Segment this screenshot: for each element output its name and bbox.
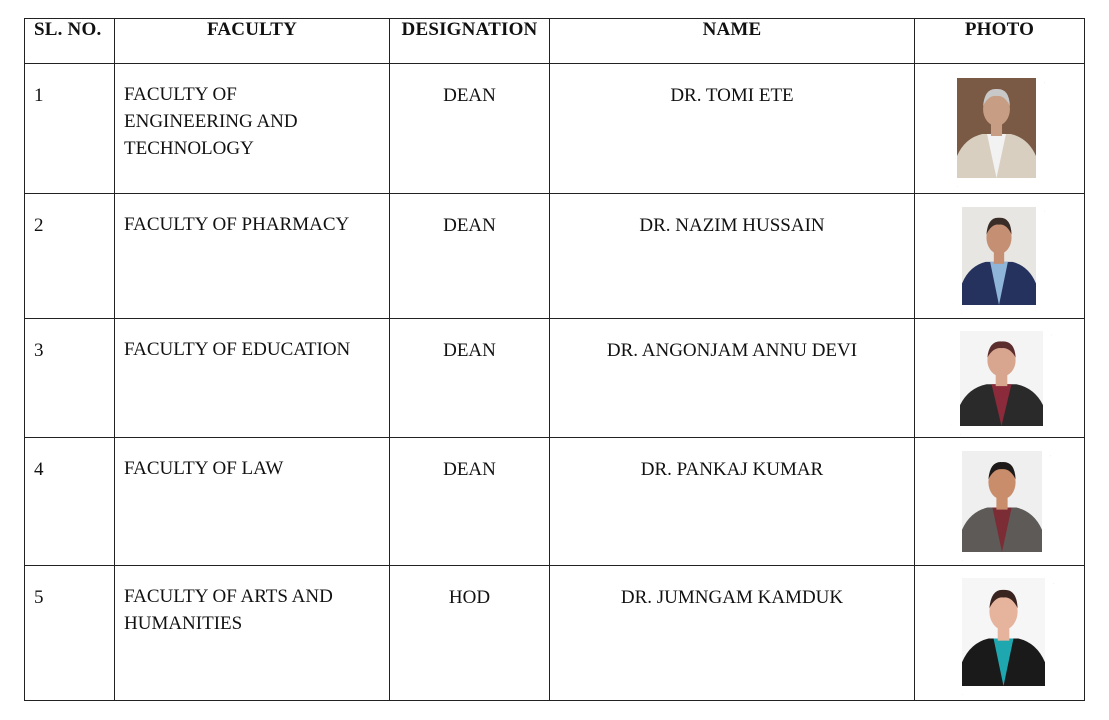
designation-cell: HOD — [390, 566, 550, 701]
header-sl-no: SL. NO. — [25, 19, 115, 64]
faculty-cell — [115, 319, 390, 438]
portrait-image — [957, 78, 1036, 178]
table-row — [25, 194, 1085, 319]
photo-cell — [915, 566, 1085, 701]
designation-cell: DEAN — [390, 194, 550, 319]
name-cell: DR. NAZIM HUSSAIN — [550, 194, 915, 319]
portrait-image — [960, 331, 1043, 426]
header-name: NAME — [550, 19, 915, 64]
person-photo-icon — [951, 322, 1052, 435]
name-cell: DR. PANKAJ KUMAR — [550, 438, 915, 566]
portrait-image — [962, 451, 1042, 552]
table-row — [25, 566, 1085, 701]
faculty-line: FACULTY OF PHARMACY — [124, 214, 350, 235]
faculty-line: FACULTY OF LAW — [124, 458, 284, 479]
sl-no-cell: 5 — [25, 566, 115, 701]
designation-cell: DEAN — [390, 319, 550, 438]
table-row — [25, 438, 1085, 566]
table-row — [25, 319, 1085, 438]
person-photo-icon — [953, 569, 1054, 695]
photo-cell — [915, 438, 1085, 566]
header-faculty: FACULTY — [115, 19, 390, 64]
faculty-line: HUMANITIES — [124, 613, 243, 634]
sl-no-cell: 4 — [25, 438, 115, 566]
person-photo-icon — [948, 69, 1045, 187]
faculty-cell — [115, 438, 390, 566]
name-cell: DR. TOMI ETE — [550, 64, 915, 194]
designation-cell: DEAN — [390, 64, 550, 194]
faculty-cell — [115, 194, 390, 319]
faculty-line: FACULTY OF EDUCATION — [124, 339, 351, 360]
table-row — [25, 64, 1085, 194]
photo-cell — [915, 319, 1085, 438]
sl-no-cell: 3 — [25, 319, 115, 438]
sl-no-cell: 1 — [25, 64, 115, 194]
designation-cell: DEAN — [390, 438, 550, 566]
faculty-table — [24, 18, 1085, 701]
portrait-image — [962, 207, 1036, 305]
person-photo-icon — [953, 442, 1051, 561]
header-photo: PHOTO — [915, 19, 1085, 64]
faculty-cell — [115, 566, 390, 701]
faculty-line: FACULTY OF ARTS AND — [124, 586, 333, 607]
person-photo-icon — [953, 198, 1045, 314]
faculty-line: FACULTY OF — [124, 84, 237, 105]
photo-cell — [915, 194, 1085, 319]
portrait-image — [962, 578, 1045, 686]
header-designation: DESIGNATION — [390, 19, 550, 64]
faculty-line: TECHNOLOGY — [124, 138, 254, 159]
faculty-line: ENGINEERING AND — [124, 111, 298, 132]
sl-no-cell: 2 — [25, 194, 115, 319]
photo-cell — [915, 64, 1085, 194]
name-cell: DR. JUMNGAM KAMDUK — [550, 566, 915, 701]
faculty-cell — [115, 64, 390, 194]
name-cell: DR. ANGONJAM ANNU DEVI — [550, 319, 915, 438]
table-header-row — [25, 19, 1085, 64]
